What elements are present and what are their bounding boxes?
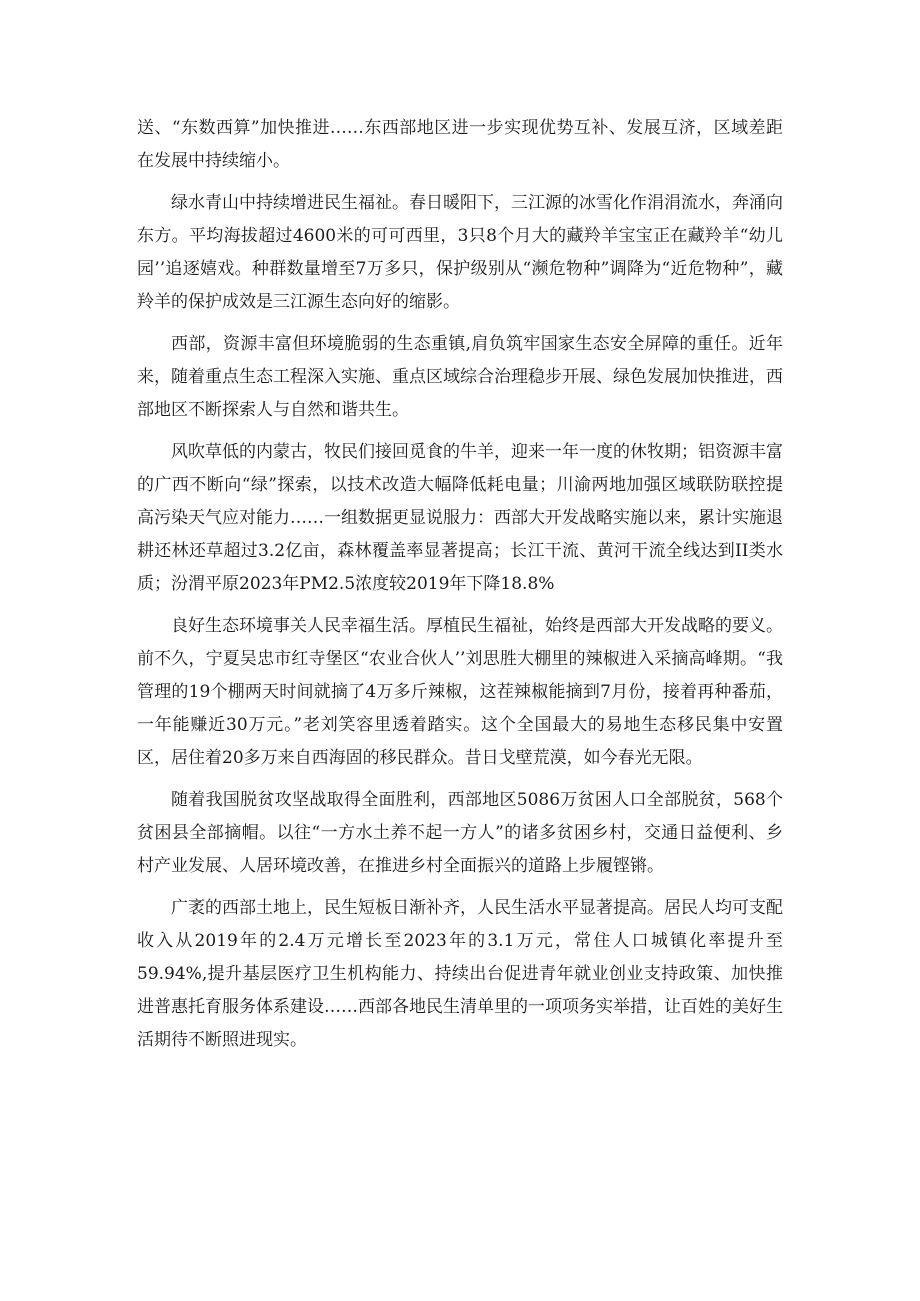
paragraph-poverty-alleviation: 随着我国脱贫攻坚战取得全面胜利，西部地区5086万贫困人口全部脱贫，568个贫困县全部摘帽。以往“一方水土养不起一方人”的诸多贫困乡村，交通日益便利、乡村产业发展、人居环境改善，在推进乡村全面振兴的道路上步履铿锵。 [137,790,783,876]
paragraph-livelihood: 广袤的西部土地上，民生短板日渐补齐，人民生活水平显著提高。居民人均可支配收入从2019年的2.4万元增长至2023年的3.1万元，常住人口城镇化率提升至59.94%,提升基层医疗卫生机构能力、持续出台促进青年就业创业支持政策、加快推进普惠托育服务体系建设……西部各地民生清单里的一项项务实举措，让百姓的美好生活期待不断照进现实。 [137,898,783,1050]
document-body [137,112,783,1066]
paragraph-ecology-data: 风吹草低的内蒙古，牧民们接回觅食的牛羊，迎来一年一度的休牧期；铝资源丰富的广西不断向“绿”探索，以技术改造大幅降低耗电量；川渝两地加强区域联防联控提高污染天气应对能力……一组数据更显说服力：西部大开发战略实施以来，累计实施退耕还林还草超过3.2亿亩，森林覆盖率显著提高；长江干流、黄河干流全线达到II类水质；汾渭平原2023年PM2.5浓度较2019年下降18.8% [137,442,783,594]
paragraph-ningxia-farmer: 良好生态环境事关人民幸福生活。厚植民生福祉，始终是西部大开发战略的要义。前不久，宁夏吴忠市红寺堡区“农业合伙人’’刘思胜大棚里的辣椒进入采摘高峰期。“我管理的19个棚两天时间就摘了4万多斤辣椒，这茬辣椒能摘到7月份，接着再种番茄，一年能赚近30万元。”老刘笑容里透着踏实。这个全国最大的易地生态移民集中安置区，居住着20多万来自西海固的移民群众。昔日戈壁荒漠，如今春光无限。 [137,616,783,768]
paragraph-western-ecology: 西部，资源丰富但环境脆弱的生态重镇,肩负筑牢国家生态安全屏障的重任。近年来，随着重点生态工程深入实施、重点区域综合治理稳步开展、绿色发展加快推进，西部地区不断探索人与自然和谐共生。 [137,334,783,420]
paragraph-tibetan-antelope: 绿水青山中持续增进民生福祉。春日暖阳下，三江源的冰雪化作涓涓流水，奔涌向东方。平均海拔超过4600米的可可西里，3只8个月大的藏羚羊宝宝正在藏羚羊“幼儿园’’追逐嬉戏。种群数量增至7万多只，保护级别从“濒危物种”调降为“近危物种”，藏羚羊的保护成效是三江源生态向好的缩影。 [137,193,783,312]
paragraph-continuation: 送、“东数西算”加快推进……东西部地区进一步实现优势互补、发展互济，区域差距在发展中持续缩小。 [137,118,783,171]
